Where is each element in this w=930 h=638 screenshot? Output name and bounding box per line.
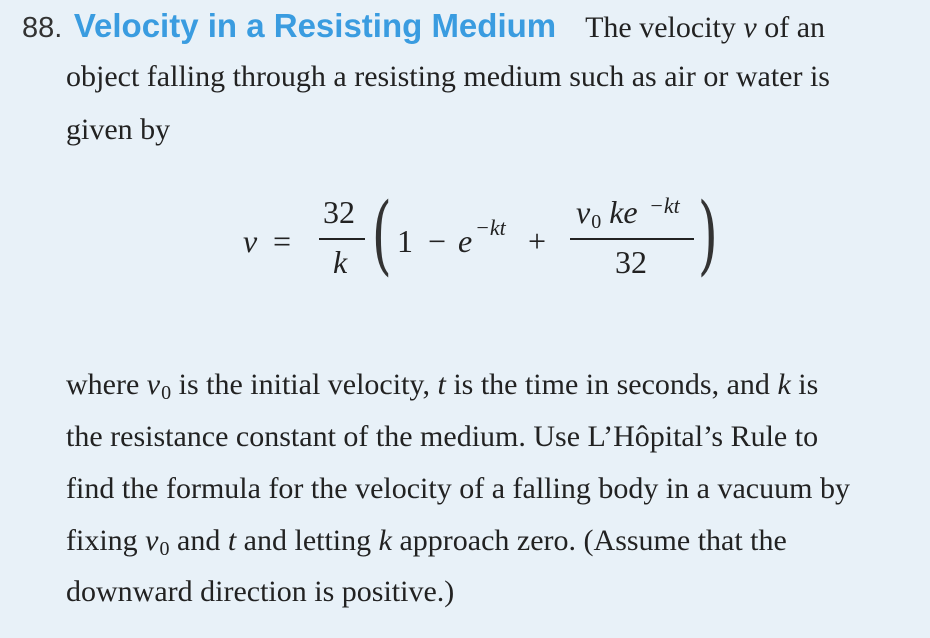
formula-one: 1 <box>397 223 413 259</box>
fraction2-v: v <box>576 194 591 230</box>
left-paren: ( <box>371 185 392 285</box>
variable-k: k <box>378 524 392 557</box>
fraction1-numerator: 32 <box>323 194 355 230</box>
intro-line-3: given by <box>66 113 171 146</box>
formula-lhs: v <box>243 223 258 259</box>
body-text: where <box>66 368 147 401</box>
intro-variable-v: v <box>743 11 757 44</box>
body-text: approach zero. (Assume that the <box>391 524 787 557</box>
body-text: is <box>790 368 819 401</box>
fraction2-e: e <box>623 194 638 230</box>
formula-equals: = <box>273 223 292 259</box>
body-text: and letting <box>236 524 379 557</box>
body-line-2: the resistance constant of the medium. Use L’Hôpital’s Rule to <box>66 420 819 453</box>
fraction2-v-subscript: 0 <box>591 211 602 233</box>
fraction2-numerator <box>576 194 638 240</box>
body-text: is the initial velocity, <box>171 368 438 401</box>
formula-plus: + <box>528 223 547 259</box>
problem-header <box>22 6 825 48</box>
right-paren: ) <box>697 185 718 285</box>
fraction2-denominator: 32 <box>615 244 647 280</box>
body-text: fixing <box>66 524 146 557</box>
intro-text-b: of an <box>756 11 826 44</box>
variable-k: k <box>777 368 791 401</box>
body-line-3: find the formula for the velocity of a falling body in a vacuum by <box>66 472 850 505</box>
variable-v0: v <box>145 524 159 557</box>
variable-v0-subscript: 0 <box>161 382 172 404</box>
fraction2-bar <box>570 238 694 240</box>
formula-minus: − <box>428 223 447 259</box>
formula-exponent-1: −kt <box>475 215 506 240</box>
fraction1-bar <box>319 238 365 240</box>
variable-t: t <box>227 524 237 557</box>
body-line-5: downward direction is positive.) <box>66 575 455 608</box>
fraction1-denominator: k <box>333 244 348 280</box>
body-text: and <box>169 524 228 557</box>
formula-e: e <box>458 223 473 259</box>
variable-t: t <box>437 368 446 401</box>
body-text: is the time in seconds, and <box>445 368 778 401</box>
variable-v0-subscript: 0 <box>159 538 170 560</box>
body-line-1 <box>66 365 818 413</box>
fraction2-k: k <box>609 194 624 230</box>
problem-number: 88. <box>22 12 63 44</box>
formula-exponent-2: −kt <box>649 193 680 218</box>
intro-line-2: object falling through a resisting medium such as air or water is <box>66 60 830 93</box>
body-line-4 <box>66 521 787 569</box>
velocity-formula <box>243 185 723 298</box>
problem-title: Velocity in a Resisting Medium <box>73 7 557 44</box>
variable-v0: v <box>146 368 161 401</box>
intro-text-a: The velocity <box>585 11 744 44</box>
